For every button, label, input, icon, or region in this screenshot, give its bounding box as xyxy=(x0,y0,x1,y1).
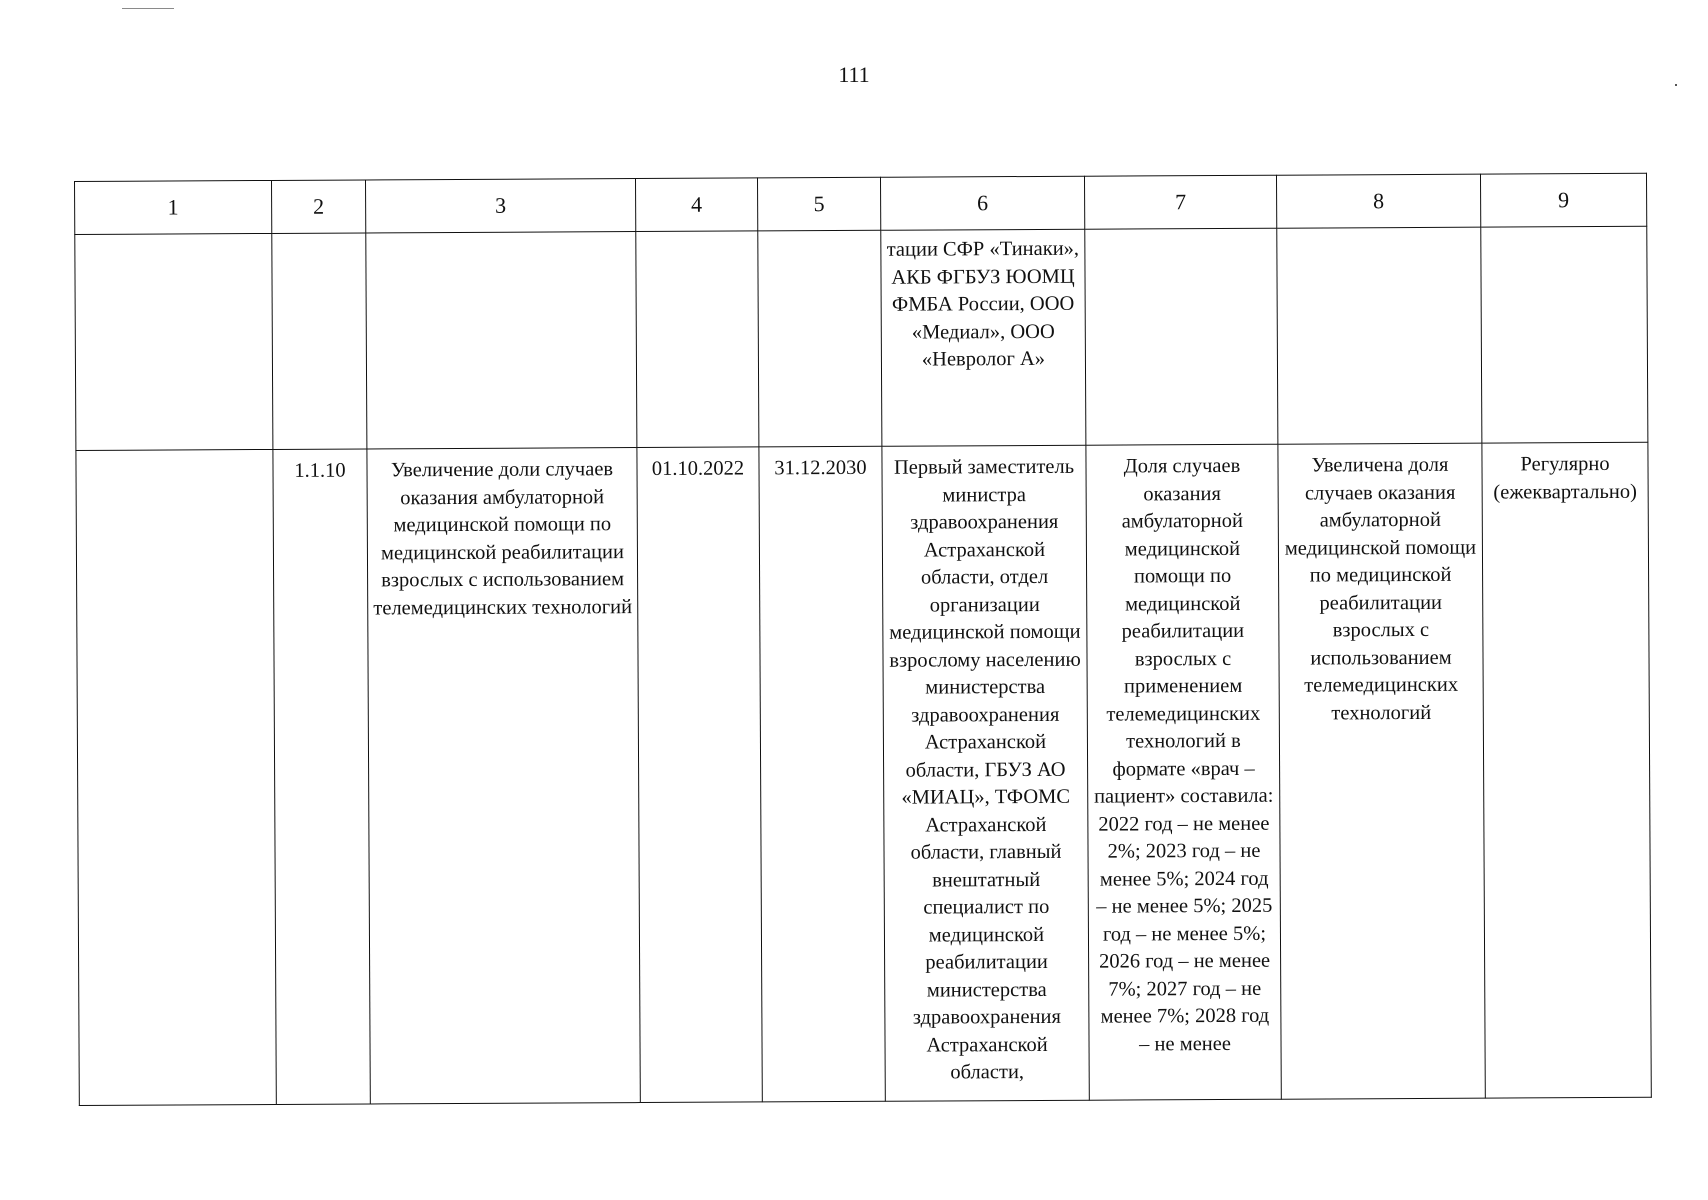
column-header-8: 8 xyxy=(1276,174,1480,228)
column-header-6: 6 xyxy=(880,176,1084,230)
cell-col4 xyxy=(636,231,759,448)
cell-responsible: Первый заместитель министра здравоохранения Астраханской области, отдел организации медицинской помощи взрослому населению министерства здравоохранения Астраханской области, ГБУЗ АО «МИАЦ», ТФОМС Астраханской области, главный внештатный специалист по медицинской реабилитации министерства здравоохранения Астраханской области, xyxy=(882,445,1089,1101)
column-header-5: 5 xyxy=(757,177,880,231)
column-header-4: 4 xyxy=(635,178,757,232)
measures-table xyxy=(74,173,1652,1106)
cell-col7 xyxy=(1085,228,1278,445)
cell-col5 xyxy=(758,230,882,447)
column-header-2: 2 xyxy=(271,180,365,233)
column-number-row xyxy=(75,173,1647,234)
cell-indicator: Доля случаев оказания амбулаторной медицинской помощи по медицинской реабилитации взрослых с применением телемедицинских технологий в формате «врач – пациент» составила: 2022 год – не менее 2%; 2023 год – не менее 5%; 2024 год – не менее 5%; 2025 год – не менее 5%; 2026 год – не менее 7%; 2027 год – не менее 7%; 2028 год – не менее xyxy=(1086,444,1281,1100)
cell-col8 xyxy=(1277,227,1482,444)
cell-frequency: Регулярно (ежеквартально) xyxy=(1482,442,1651,1098)
cell-result: Увеличена доля случаев оказания амбулаторной медицинской помощи по медицинской реабилитации взрослых с использованием телемедицинских технологий xyxy=(1278,443,1485,1099)
column-header-7: 7 xyxy=(1084,175,1276,229)
column-header-1: 1 xyxy=(75,180,272,234)
cell-item-code: 1.1.10 xyxy=(273,449,370,1104)
cell-col3 xyxy=(366,232,637,449)
table-row-continuation xyxy=(75,226,1648,450)
cell-col1 xyxy=(75,233,273,450)
cell-start-date: 01.10.2022 xyxy=(637,447,762,1103)
cell-col1 xyxy=(76,449,276,1105)
cell-responsible-continued: тации СФР «Тинаки», АКБ ФГБУЗ ЮОМЦ ФМБА России, ООО «Медиал», ООО «Невролог А» xyxy=(881,229,1086,446)
cell-measure-name: Увеличение доли случаев оказания амбулаторной медицинской помощи по медицинской реабилитации взрослых с использованием телемедицинских технологий xyxy=(367,448,640,1104)
column-header-3: 3 xyxy=(365,179,635,233)
cell-col2 xyxy=(272,233,367,449)
column-header-9: 9 xyxy=(1480,173,1646,227)
page-number: 111 xyxy=(838,62,870,87)
cell-col9 xyxy=(1481,226,1648,443)
table-row-1-1-10 xyxy=(76,442,1651,1105)
scan-artifact-line xyxy=(122,8,174,9)
cell-end-date: 31.12.2030 xyxy=(759,446,885,1102)
